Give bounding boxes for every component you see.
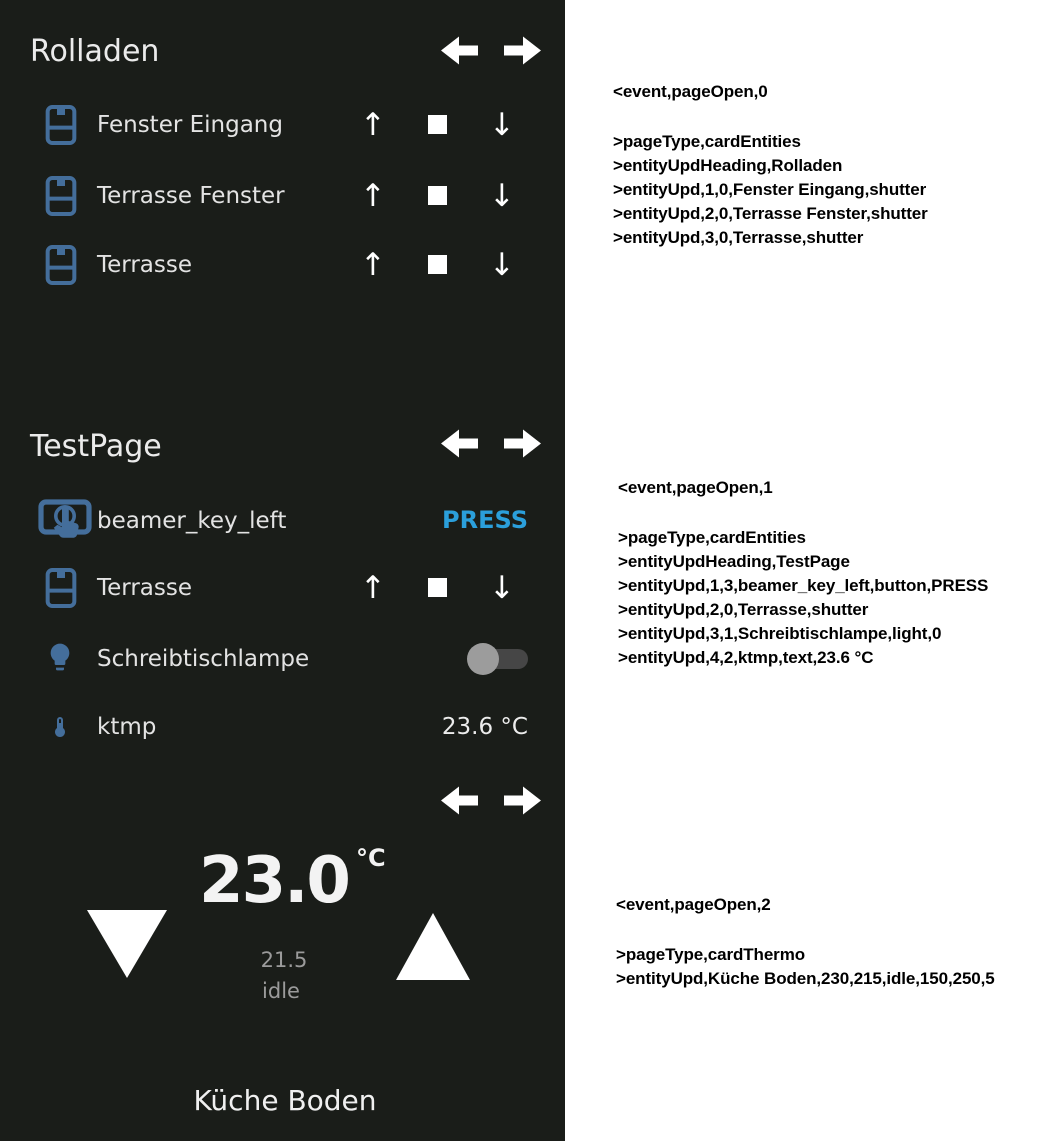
log-block-page0 <box>613 80 928 250</box>
entity-label: Terrasse Fenster <box>97 183 285 209</box>
entity-label: Fenster Eingang <box>97 112 283 138</box>
light-toggle-switch[interactable] <box>470 649 528 669</box>
log-line: >pageType,cardEntities <box>613 132 801 151</box>
shutter-down-icon[interactable]: ↓ <box>489 107 515 143</box>
log-line: >pageType,cardThermo <box>616 945 805 964</box>
log-event-line: <event,pageOpen,1 <box>618 478 773 497</box>
entity-value: 23.6 °C <box>441 714 528 740</box>
log-line: >entityUpd,3,1,Schreibtischlampe,light,0 <box>618 624 942 643</box>
log-line: >entityUpd,Küche Boden,230,215,idle,150,250,5 <box>616 969 995 988</box>
press-button[interactable]: PRESS <box>442 506 528 534</box>
shutter-up-icon[interactable]: ↑ <box>360 178 386 214</box>
current-temperature: 23.0 <box>199 844 349 918</box>
nav-left-icon[interactable] <box>440 33 478 68</box>
log-event-line: <event,pageOpen,2 <box>616 895 771 914</box>
log-line: >entityUpd,1,3,beamer_key_left,button,PRESS <box>618 576 989 595</box>
page-title-testpage: TestPage <box>30 429 162 464</box>
window-shutter-icon <box>45 244 77 286</box>
log-event-line: <event,pageOpen,0 <box>613 82 768 101</box>
lightbulb-icon <box>44 637 76 677</box>
temperature-unit: °C <box>356 844 386 872</box>
log-line: >entityUpdHeading,Rolladen <box>613 156 843 175</box>
shutter-stop-icon[interactable] <box>428 255 447 274</box>
log-line: >entityUpd,2,0,Terrasse Fenster,shutter <box>613 204 928 223</box>
entity-label: beamer_key_left <box>97 508 287 534</box>
entity-label: ktmp <box>97 714 157 740</box>
shutter-stop-icon[interactable] <box>428 186 447 205</box>
shutter-stop-icon[interactable] <box>428 115 447 134</box>
temp-down-button[interactable] <box>87 910 167 978</box>
shutter-stop-icon[interactable] <box>428 578 447 597</box>
shutter-up-icon[interactable]: ↑ <box>360 247 386 283</box>
log-line: >pageType,cardEntities <box>618 528 806 547</box>
log-line: >entityUpd,3,0,Terrasse,shutter <box>613 228 864 247</box>
nav-left-icon[interactable] <box>440 426 478 461</box>
log-line: >entityUpdHeading,TestPage <box>618 552 850 571</box>
window-shutter-icon <box>45 567 77 609</box>
window-shutter-icon <box>45 104 77 146</box>
shutter-up-icon[interactable]: ↑ <box>360 570 386 606</box>
hvac-state: idle <box>262 979 300 1003</box>
log-line: >entityUpd,1,0,Fenster Eingang,shutter <box>613 180 927 199</box>
temp-up-button[interactable] <box>396 913 470 980</box>
entity-label: Schreibtischlampe <box>97 646 310 672</box>
gesture-tap-button-icon <box>38 495 92 543</box>
shutter-down-icon[interactable]: ↓ <box>489 247 515 283</box>
nav-left-icon[interactable] <box>440 783 478 818</box>
shutter-down-icon[interactable]: ↓ <box>489 178 515 214</box>
log-block-page1 <box>618 476 988 670</box>
shutter-up-icon[interactable]: ↑ <box>360 107 386 143</box>
toggle-knob <box>467 643 499 675</box>
nav-right-icon[interactable] <box>504 783 542 818</box>
log-line: >entityUpd,4,2,ktmp,text,23.6 °C <box>618 648 874 667</box>
log-block-page2 <box>616 893 995 991</box>
entity-label: Terrasse <box>97 575 193 601</box>
nav-right-icon[interactable] <box>504 426 542 461</box>
log-line: >entityUpd,2,0,Terrasse,shutter <box>618 600 869 619</box>
thermo-heading: Küche Boden <box>193 1084 377 1117</box>
shutter-down-icon[interactable]: ↓ <box>489 570 515 606</box>
target-temperature: 21.5 <box>260 948 308 972</box>
thermometer-icon <box>48 706 72 748</box>
page-title-rolladen: Rolladen <box>30 34 160 69</box>
entity-label: Terrasse <box>97 252 193 278</box>
window-shutter-icon <box>45 175 77 217</box>
nav-right-icon[interactable] <box>504 33 542 68</box>
